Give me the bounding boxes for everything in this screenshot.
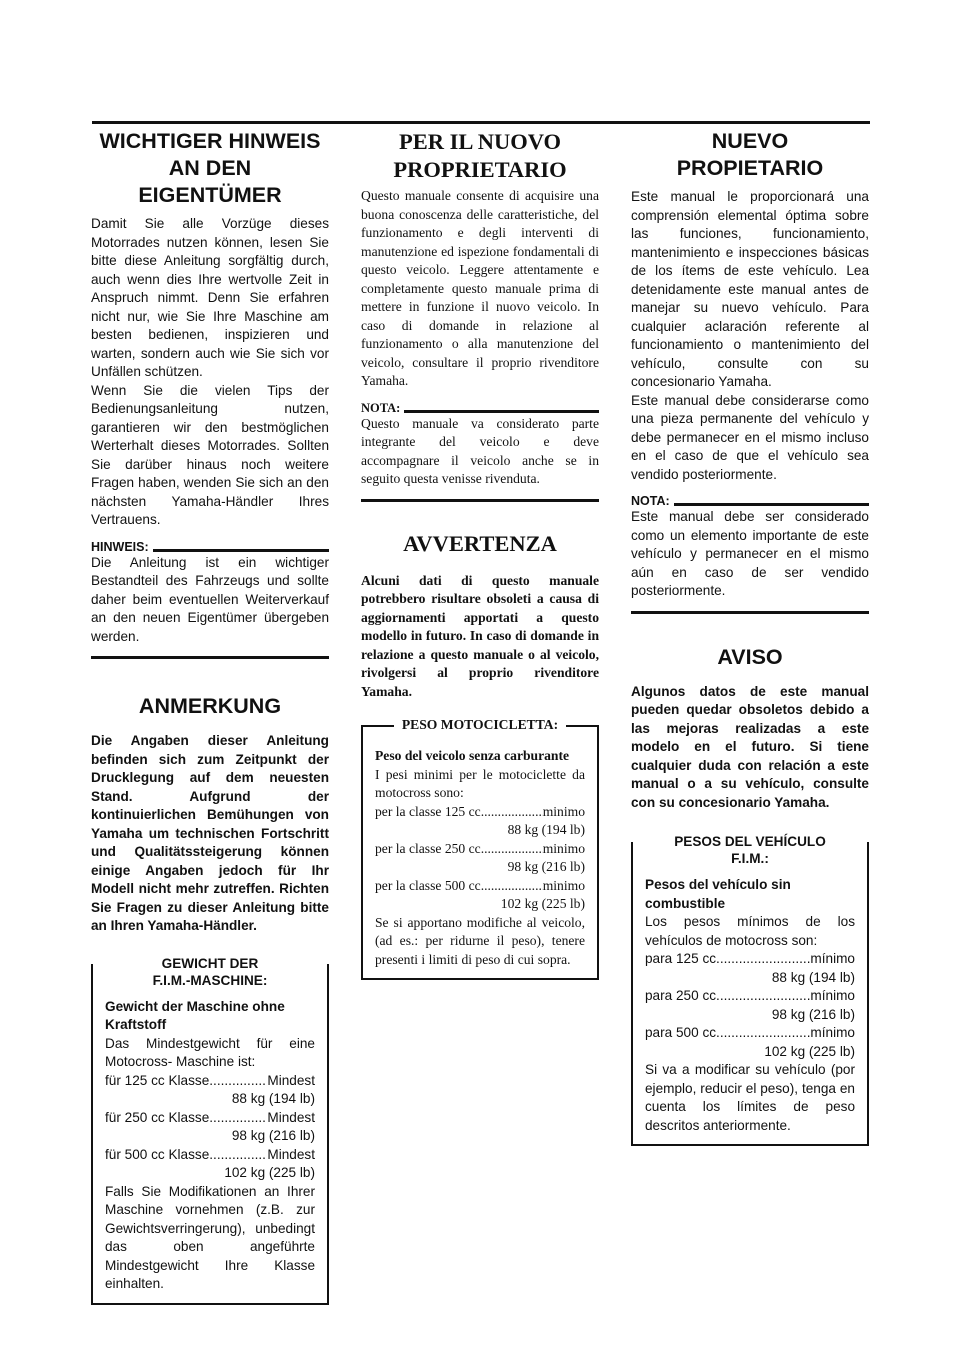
weight-box: [631, 834, 869, 1146]
notice-title: ANMERKUNG: [138, 694, 282, 718]
notice-text: Alcuni dati di questo manuale potrebbero risultare obsoleti a causa di aggiornamenti apportati a questo modello in futuro. In caso di domande in relazione a questo manuale o al veicolo, rivolgersi al proprio rivenditore Yamaha.: [361, 572, 599, 699]
note-end-rule: [91, 656, 329, 659]
weight-row: per la classe 250 cc ..... minimo 98 kg (216 lb): [375, 840, 585, 877]
weight-box-title: GEWICHT DERF.I.M.-MASCHINE:: [93, 955, 327, 991]
note-end-rule: [631, 611, 869, 614]
note-rule: [674, 503, 869, 506]
column-spanish: [631, 128, 869, 1146]
weight-box-heading: Gewicht der Maschine ohne Kraftstoff: [105, 998, 285, 1032]
note-text: Este manual debe ser considerado como un elemento importante de este vehículo y permanecer en el mismo aún en caso de ser vendido posteriormente.: [631, 509, 869, 598]
weight-box: [361, 717, 599, 980]
weight-row: para 250 cc ..... mínimo 98 kg (216 lb): [645, 987, 855, 1024]
notice-text: Die Angaben dieser Anleitung befinden sich zum Zeitpunkt der Drucklegung auf dem neuesten Stand. Aufgrund der kontinuierlichen Bemühungen von Yamaha um technischen Fortschritt und Qualitätssteigerung können einige Angaben jedoch für Ihr Modell nicht mehr zutreffen. Richten Sie Fragen zu dieser Anleitung bitte an Ihren Yamaha-Händler.: [91, 733, 329, 933]
weight-box-footer: Se si apportano modifiche al veicolo, (ad es.: per ridurne il peso), tenere presenti i limiti di peso di cui sopra.: [375, 914, 585, 967]
intro-paragraph-2: Este manual debe considerarse como una pieza permanente del vehículo y debe permanecer en el mismo incluso en el caso de que el vehículo sea vendido posteriormente.: [631, 392, 869, 482]
weight-box: [91, 955, 329, 1305]
weight-box-intro: Los pesos mínimos de los vehículos de motocross son:: [645, 914, 855, 948]
intro-paragraph-2: Wenn Sie die vielen Tips der Bedienungsanleitung nutzen, garantieren wir den bestmöglichen Werterhalt dieses Motorrades. Sollten Sie darüber hinaus noch weitere Fragen haben, wenden Sie sich an den nächsten Yamaha-Händler Ihres Vertrauens.: [91, 382, 329, 527]
section-title-german: WICHTIGER HINWEIS AN DEN EIGENTÜMER: [99, 129, 321, 207]
note-label: NOTA:: [361, 400, 401, 415]
note-rule: [153, 549, 329, 552]
note-header: [361, 401, 599, 415]
weight-row: per la classe 500 cc ..... minimo 102 kg (225 lb): [375, 877, 585, 914]
note-text: Questo manuale va considerato parte integrante del veicolo e deve accompagnare il veicolo anche se in seguito questa venisse rivenduta.: [361, 415, 599, 486]
weight-row: para 500 cc ..... mínimo 102 kg (225 lb): [645, 1024, 855, 1061]
column-german: [91, 128, 329, 1305]
note-end-rule: [361, 499, 599, 502]
intro-paragraph: Questo manuale consente di acquisire una buona conoscenza delle caratteristiche, del funzionamento e degli interventi di manutenzione ed ispezione fondamentali di questo veicolo. Leggere attentamente e completamente questo manuale prima di mettere in funzione il nuovo veicolo. In caso di domande in relazione al funzionamento o alla manutenzione del veicolo, consultare il proprio rivenditore Yamaha.: [361, 188, 599, 388]
weight-box-footer: Si va a modificar su vehículo (por ejemplo, reducir el peso), tenga en cuenta los límites de peso descritos anteriormente.: [645, 1062, 855, 1133]
weight-box-footer: Falls Sie Modifikationen an Ihrer Maschine vornehmen (z.B. zur Gewichtsverringerung), unbedingt das oben angeführte Mindestgewicht Ihre Klasse einhalten.: [105, 1183, 315, 1291]
weight-box-intro: I pesi minimi per le motociclette da motocross sono:: [375, 766, 585, 800]
notice-title: AVISO: [717, 644, 783, 669]
note-header: [631, 494, 869, 508]
note-rule: [404, 410, 599, 413]
weight-box-heading: Pesos del vehículo sin combustible: [645, 877, 791, 911]
weight-box-intro: Das Mindestgewicht für eine Motocross- Maschine ist:: [105, 1035, 315, 1069]
note-text: Die Anleitung ist ein wichtiger Bestandteil des Fahrzeugs und sollte daher beim eventuellen Weiterverkauf an den neuen Eigentümer übergeben werden.: [91, 554, 329, 644]
weight-box-heading: Peso del veicolo senza carburante: [375, 748, 570, 763]
top-rule: [92, 121, 870, 124]
weight-row: para 125 cc ..... mínimo 88 kg (194 lb): [645, 950, 855, 987]
section-title-italian: PER IL NUOVO PROPRIETARIO: [393, 129, 567, 182]
notice-text: Algunos datos de este manual pueden quedar obsoletos debido a las mejoras realizadas a este modelo en el futuro. Si tiene cualquier duda con relación a este manual o a su vehículo, consulte con su concesionario Yamaha.: [631, 683, 869, 810]
weight-box-title: PESO MOTOCICLETTA:: [363, 716, 597, 735]
weight-row: für 500 cc Klasse ..... Mindest 102 kg (225 lb): [105, 1146, 315, 1183]
column-italian: [361, 128, 599, 980]
note-header: [91, 540, 329, 554]
weight-row: per la classe 125 cc ..... minimo 88 kg (194 lb): [375, 803, 585, 840]
weight-box-title: PESOS DEL VEHÍCULOF.I.M.:: [633, 833, 867, 869]
section-title-spanish: NUEVO PROPIETARIO: [676, 129, 824, 180]
note-label: HINWEIS:: [91, 539, 149, 554]
intro-paragraph: Este manual le proporcionará una comprensión elemental óptima sobre las funciones, funcionamiento, mantenimiento e inspecciones básicas de los ítems de este vehículo. Lea detenidamente este manual antes de manejar su nuevo vehículo. Para cualquier aclaración referente al funcionamiento o mantenimiento del vehículo, consulte con su concesionario Yamaha.: [631, 189, 869, 389]
weight-row: für 125 cc Klasse ..... Mindest 88 kg (194 lb): [105, 1072, 315, 1109]
notice-title: AVVERTENZA: [403, 530, 557, 556]
weight-row: für 250 cc Klasse ..... Mindest 98 kg (216 lb): [105, 1109, 315, 1146]
intro-paragraph: Damit Sie alle Vorzüge dieses Motorrades nutzen können, lesen Sie bitte diese Anleitung sorgfältig durch, auch wenn dies Ihre wertvolle Zeit in Anspruch nimmt. Denn Sie erfahren nicht nur, wie Sie Ihre Maschine am besten bedienen, inspizieren und warten, sondern auch wie Sie sich vor Unfällen schützen.: [91, 216, 329, 379]
note-label: NOTA:: [631, 494, 670, 508]
